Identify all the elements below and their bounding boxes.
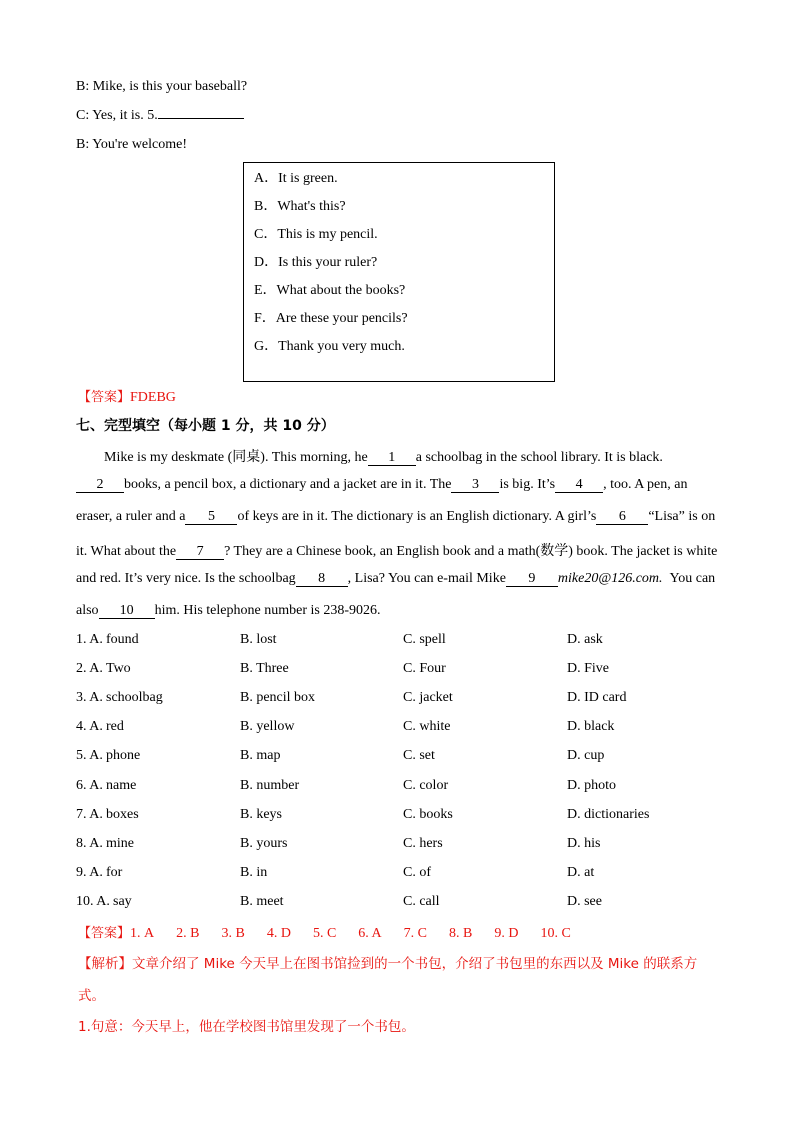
question-row [76,661,736,681]
option-d[interactable]: D. dictionaries [567,806,650,822]
option-b[interactable]: B. meet [240,893,284,909]
answer-item: 9. D [494,926,519,941]
question-row [76,836,736,856]
option-a[interactable]: found [106,632,139,647]
option-b[interactable]: B. map [240,748,281,764]
question-number: 1. A. [76,632,103,647]
passage-text: , Lisa? You can e-mail Mike [347,571,506,586]
option-c[interactable]: C. call [403,893,440,909]
answer-item: 3. B [221,926,245,941]
passage-line-3 [76,509,715,525]
option-f: F．Are these your pencils? [254,311,408,326]
passage-text: also [76,603,99,618]
option-d[interactable]: D. at [567,864,595,880]
option-d[interactable]: D. ask [567,632,603,647]
blank-5[interactable]: 5 [185,509,237,525]
blank-1[interactable]: 1 [368,450,416,466]
option-g: G．Thank you very much. [254,339,405,354]
passage-text: ? They are a Chinese book, an English book and a math(数学) book. The jacket is white [224,544,718,559]
option-c[interactable]: C. hers [403,835,443,851]
blank-6[interactable]: 6 [596,509,648,525]
blank-4[interactable]: 4 [555,477,603,493]
analysis-line-3: 1.句意：今天早上，他在学校图书馆里发现了一个书包。 [78,1019,415,1035]
option-d: D．Is this your ruler? [254,255,378,270]
passage-text: him. His telephone number is 238-9026. [154,603,381,618]
question-number: 4. A. [76,719,103,735]
passage-line-6 [76,603,380,619]
answer-item: 6. A [358,926,382,941]
option-b[interactable]: B. keys [240,806,282,822]
answer-2 [78,922,593,942]
blank-3[interactable]: 3 [451,477,499,493]
passage-text: , too. A pen, an [603,477,688,492]
option-d[interactable]: D. see [567,893,602,909]
option-c[interactable]: C. jacket [403,690,453,706]
answer-1 [78,386,176,406]
answer-2-label: 【答案】 [78,926,131,941]
analysis-text: 文章介绍了 Mike 今天早上在图书馆捡到的一个书包，介绍了书包里的东西以及 Mike 的联系方 [132,956,698,972]
option-a[interactable]: for [106,864,123,880]
analysis-line-2: 式。 [78,988,105,1004]
option-c[interactable]: C. Four [403,661,446,677]
question-number: 6. A. [76,777,103,793]
option-c[interactable]: C. of [403,864,431,880]
passage-line-5 [76,571,715,587]
passage-text: it. What about the [76,544,177,559]
answer-item: 7. C [403,926,427,941]
answer-1-label: 【答案】 [78,390,131,405]
question-number: 2. A. [76,661,103,677]
option-c[interactable]: C. spell [403,632,446,647]
blank-7[interactable]: 7 [176,544,224,560]
option-b: B．What's this? [254,199,346,214]
option-c[interactable]: C. white [403,719,451,735]
question-row [76,719,736,739]
passage-text: and red. It’s very nice. Is the schoolbag [76,571,296,586]
option-b[interactable]: B. lost [240,632,277,647]
option-d[interactable]: D. Five [567,661,609,677]
option-a[interactable]: Two [106,661,131,677]
answer-item: 1. A [130,926,155,941]
option-a[interactable]: mine [106,835,134,851]
option-d[interactable]: D. his [567,835,601,851]
dialogue-line-1: B: Mike, is this your baseball? [76,79,248,94]
analysis-label: 【解析】 [78,956,132,972]
question-number: 10. A. [76,893,110,909]
option-e: E．What about the books? [254,283,406,298]
question-number: 8. A. [76,835,103,851]
answer-item: 2. B [176,926,200,941]
answer-1-value: FDEBG [130,390,176,405]
dialogue-line-2-text: C: Yes, it is. 5. [76,108,158,123]
section-7-title: 七、完型填空（每小题 1 分，共 10 分） [76,418,335,434]
passage-text: books, a pencil box, a dictionary and a jacket are in it. The [124,477,452,492]
option-b[interactable]: B. yellow [240,719,295,735]
option-a[interactable]: phone [106,748,141,764]
option-c[interactable]: C. color [403,777,449,793]
question-row [76,778,736,798]
answer-item: 5. C [312,926,337,941]
blank-2[interactable]: 2 [76,477,124,493]
answer-blank-5[interactable] [158,118,244,119]
passage-line-1 [104,446,663,466]
answer-2-items [130,926,593,941]
option-b[interactable]: B. in [240,864,268,880]
blank-8[interactable]: 8 [296,571,348,587]
option-a[interactable]: schoolbag [106,690,163,706]
email-address: mike20@126.com. [557,571,663,586]
question-row [76,632,736,652]
passage-line-2 [76,477,687,493]
dialogue-line-2 [76,108,244,124]
question-row [76,690,736,710]
option-d[interactable]: D. ID card [567,690,627,706]
passage-text: You can [669,571,716,586]
passage-text: “Lisa” is on [648,509,716,524]
option-a[interactable]: red [106,719,124,735]
passage-text: is big. It’s [499,477,556,492]
answer-item: 10. C [540,926,571,941]
blank-9[interactable]: 9 [506,571,558,587]
question-row [76,894,736,914]
option-b[interactable]: B. pencil box [240,690,316,706]
answer-item: 8. B [448,926,473,941]
option-b[interactable]: B. number [240,777,300,793]
option-c[interactable]: C. set [403,748,435,764]
question-row [76,807,736,827]
passage-line-4 [76,540,717,560]
passage-text: a schoolbag in the school library. It is black. [415,450,663,465]
analysis-line-1 [78,952,697,972]
answer-item: 4. D [266,926,291,941]
option-a[interactable]: name [106,777,137,793]
question-number: 9. A. [76,864,103,880]
question-number: 3. A. [76,690,103,706]
option-b[interactable]: B. Three [240,661,289,677]
option-d[interactable]: D. photo [567,777,616,793]
passage-text: eraser, a ruler and a [76,509,186,524]
options-box [243,162,555,382]
dialogue-line-3: B: You're welcome! [76,137,188,152]
question-number: 7. A. [76,806,103,822]
passage-text: Mike is my deskmate (同桌). This morning, he [104,450,368,465]
option-a[interactable]: say [113,893,132,909]
option-c[interactable]: C. books [403,806,453,822]
option-b[interactable]: B. yours [240,835,288,851]
option-c: C．This is my pencil. [254,227,378,242]
question-row [76,865,736,885]
option-a: A．It is green. [254,171,338,186]
blank-10[interactable]: 10 [99,603,155,619]
passage-text [663,571,670,586]
option-d[interactable]: D. black [567,719,615,735]
question-number: 5. A. [76,748,103,764]
option-d[interactable]: D. cup [567,748,605,764]
passage-text: of keys are in it. The dictionary is an English dictionary. A girl’s [237,509,597,524]
option-a[interactable]: boxes [106,806,139,822]
question-row [76,748,736,768]
